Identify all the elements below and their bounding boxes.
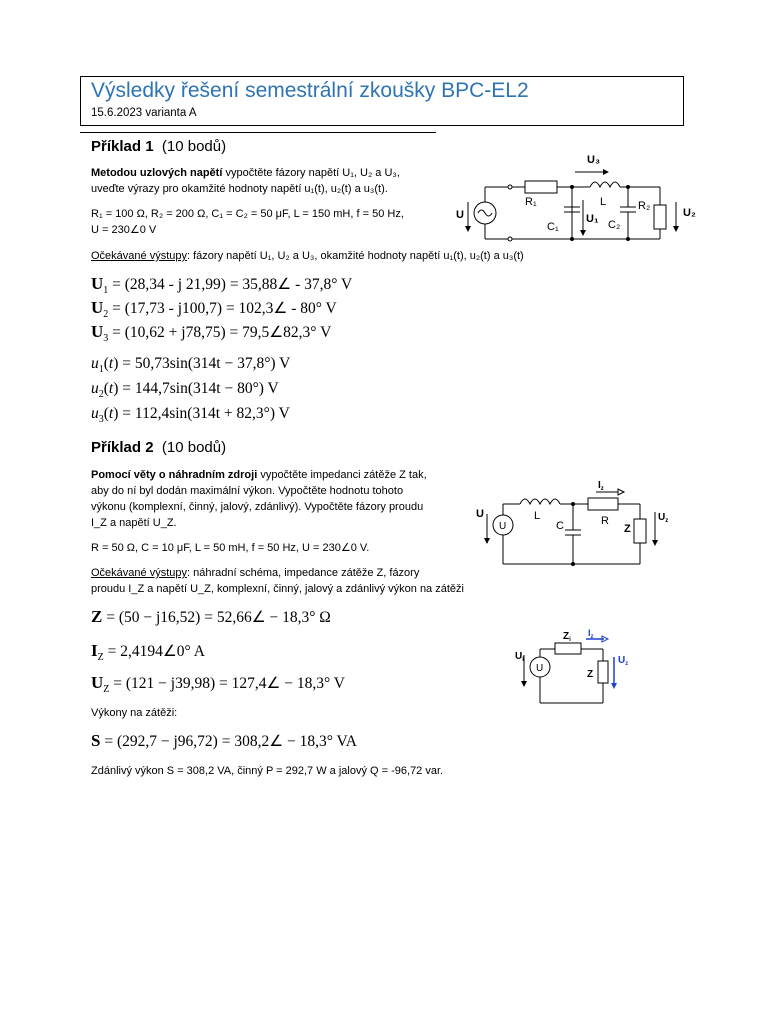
label-Ui: $U_i$ [515,651,524,663]
inductor-L [590,182,620,187]
label-L: L [600,196,607,208]
label-C2: C₂ [608,219,621,231]
instant-u1: $u_1(t) = 50,73\sin(314t - 37,8^\circ)$ V [91,355,291,376]
page-title: Výsledky řešení semestrální zkoušky BPC-EL2 [91,79,529,102]
example1-heading: Příklad 1 (10 bodů) [91,138,227,155]
instant-u2: $u_2(t) = 144,7\sin(314t - 80^\circ)$ V [91,380,279,401]
result-Uz: $U_Z = (121 - j39,98)$ = 127,4∠ − 18,3° V [91,673,345,696]
result-Iz: $I_Z$ = 2,4194∠0° A [91,641,205,664]
instant-u3: $u_3(t) = 112,4\sin(314t + 82,3^\circ)$ V [91,405,290,426]
example2-heading: Příklad 2 (10 bodů) [91,439,227,456]
label-U3: U₃ [587,154,601,166]
example1-expected: Očekávané výstupy: fázory napětí U₁, U₂ a U₃, okamžité hodnoty napětí u₁(t), u₂(t) a u₃(t) [91,250,524,262]
label-U: U [456,209,464,221]
inductor-L2 [520,499,560,504]
label-thev-Z: Z [587,669,594,680]
label-thev-src: U [536,663,544,674]
label-L2: L [534,510,541,522]
label-Z: Z [624,523,631,535]
circuit2-diagram [470,472,685,574]
label-thev-Uz: $U_z$ [618,655,629,667]
label-src-U: U [499,521,507,532]
label-thev-Iz: $I_z$ [588,628,594,640]
resistor-R1 [525,181,557,193]
example2-intro-line4: I_Z a napětí U_Z. [91,517,177,529]
power-label: Výkony na zátěži: [91,707,178,719]
example2-intro-line2: aby do ní byl dodán maximální výkon. Vypočtěte hodnotu tohoto [91,485,404,497]
label-U-left: U [476,508,484,520]
label-R2: R₂ [638,200,651,212]
label-C: C [556,520,564,532]
example2-intro-line3: výkonu (komplexní, činný, jalový, zdánlivý). Vypočtěte fázory proudu [91,501,424,513]
example1-intro-line2: uveďte výrazy pro okamžité hodnoty napětí u₁(t), u₂(t) a u₃(t). [91,183,388,195]
example2-params: R = 50 Ω, C = 10 μF, L = 50 mH, f = 50 Hz, U = 230∠0 V. [91,542,370,554]
circuit1-diagram [450,150,700,250]
result-Z: Z = (50 − j16,52) = 52,66∠ − 18,3° Ω [91,607,331,626]
divider [80,132,436,133]
power-summary: Zdánlivý výkon S = 308,2 VA, činný P = 292,7 W a jalový Q = -96,72 var. [91,765,444,777]
label-R1: R₁ [525,196,537,208]
label-U1: U₁ [586,213,599,225]
example1-params-line2: U = 230∠0 V [91,224,157,236]
result-U3: $U_3 = (10,62 + j78,75)$ = 79,5∠82,3° V [91,322,332,345]
impedance-Zi [555,643,581,654]
label-Iz: $I_z$ [598,480,604,492]
label-Zi: $Z_i$ [563,631,571,643]
page-subtitle: 15.6.2023 varianta A [91,107,197,119]
result-U1: $U_1 = (28,34 - j$ 21,99) = 35,88∠ - 37,8° V [91,274,353,297]
label-U2: U₂ [683,207,696,219]
thevenin-diagram [510,625,645,710]
result-S: S = (292,7 − j96,72) = 308,2∠ − 18,3° VA [91,731,357,750]
resistor-R [588,498,618,510]
result-U2: $U_2 = (17,73 - j100,7)$ = 102,3∠ - 80° V [91,298,337,321]
impedance-Zload [598,661,608,683]
label-C1: C₁ [547,221,559,233]
label-Uz: $U_z$ [658,512,669,524]
resistor-R2 [654,205,666,229]
impedance-Z [634,519,646,543]
example1-params-line1: R₁ = 100 Ω, R₂ = 200 Ω, C₁ = C₂ = 50 μF, L = 150 mH, f = 50 Hz, [91,208,404,220]
example2-expected: Očekávané výstupy: náhradní schéma, impedance zátěže Z, fázory [91,567,420,579]
example2-intro: Pomocí věty o náhradním zdroji vypočtěte impedanci zátěže Z tak, [91,469,427,481]
label-R: R [601,515,609,527]
example1-intro: Metodou uzlových napětí vypočtěte fázory napětí U₁, U₂ a U₃, [91,167,400,179]
example2-expected-line2: proudu I_Z a napětí U_Z, komplexní, činný, jalový a zdánlivý výkon na zátěži [91,583,464,595]
